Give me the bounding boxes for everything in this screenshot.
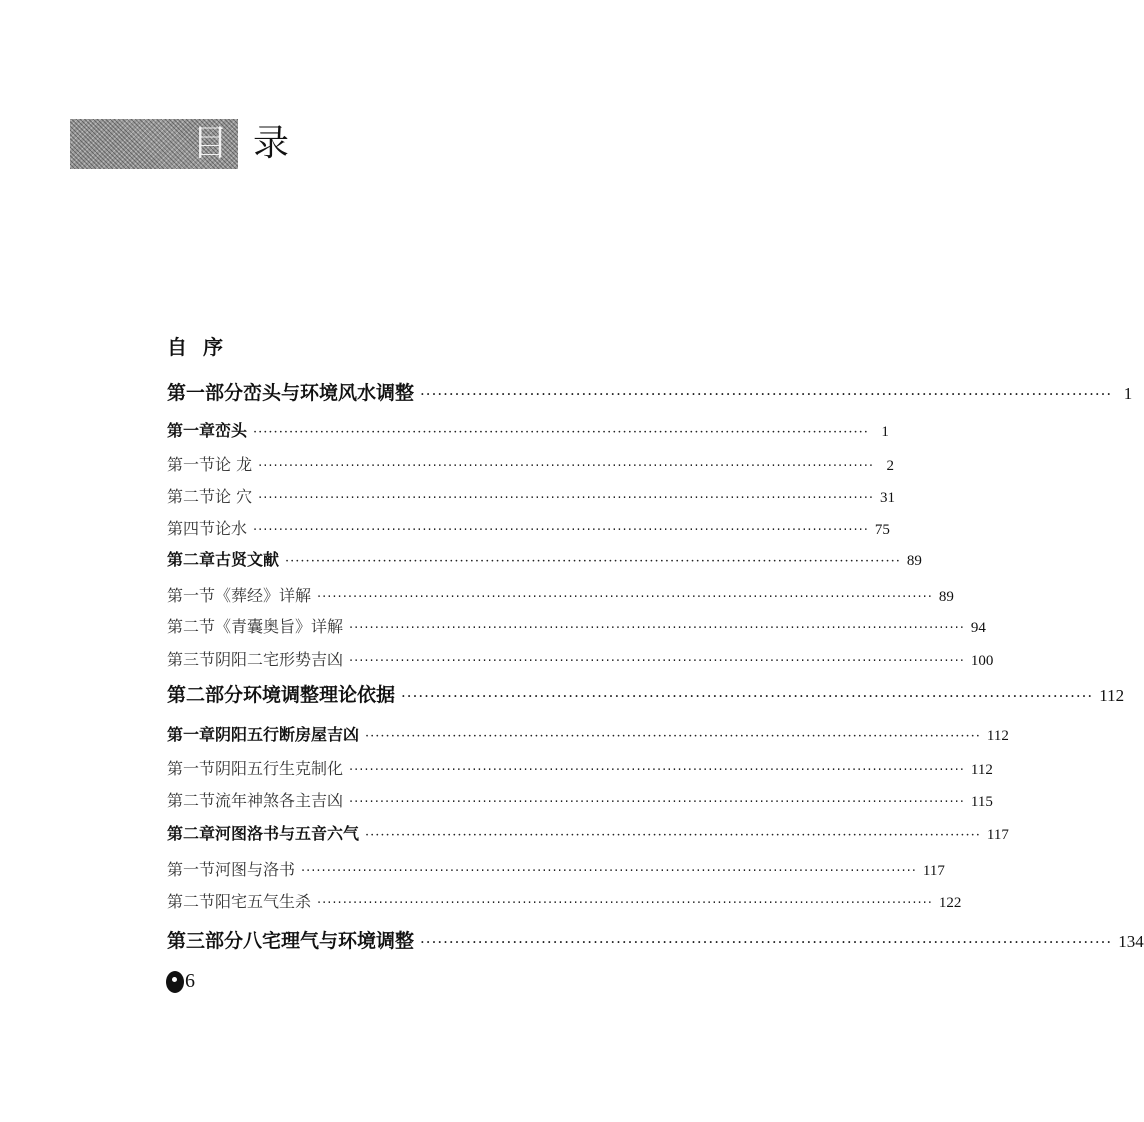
toc-entry-label: 第二节 <box>167 791 216 810</box>
toc-entry-page: 1 <box>1123 384 1133 403</box>
toc-entry-section <box>167 647 994 670</box>
toc-entry-page: 2 <box>886 458 894 474</box>
toc-entry-title: 阴阳五行生克制化 <box>215 759 344 778</box>
toc-dot-leader: ························································································································ <box>349 621 965 636</box>
toc-entry-label: 第三部分 <box>167 930 244 952</box>
toc-entry-section <box>167 857 945 880</box>
toc-preface: 自序 <box>167 335 239 359</box>
toc-entry-title: 论 龙 <box>215 455 253 474</box>
yin-yang-icon <box>166 971 184 993</box>
toc-entry-label: 第一节 <box>167 455 216 474</box>
toc-entry-section <box>167 614 986 637</box>
toc-entry-section <box>167 452 894 475</box>
toc-entry-title: 河图洛书与五音六气 <box>215 824 360 843</box>
toc-dot-leader: ························································································································ <box>365 828 981 843</box>
toc-entry-label: 第二章 <box>167 550 216 569</box>
toc-entry-label: 第一部分 <box>167 382 244 404</box>
toc-entry-chapter <box>167 418 889 441</box>
toc-dot-leader: ························································································································ <box>420 933 1113 951</box>
toc-entry-page: 112 <box>970 762 993 778</box>
toc-dot-leader: ························································································································ <box>317 590 933 605</box>
toc-entry-page: 89 <box>906 553 922 569</box>
toc-entry-label: 第一节 <box>167 586 216 605</box>
title-char-first: 目 <box>192 123 229 164</box>
toc-dot-leader: ························································································································ <box>285 554 901 569</box>
toc-entry-part <box>167 680 1125 707</box>
toc-entry-title: 阴阳五行断房屋吉凶 <box>215 725 360 744</box>
toc-entry-title: 峦头 <box>215 421 248 440</box>
toc-entry-label: 第一章 <box>167 725 216 744</box>
toc-entry-label: 第一节 <box>167 860 216 879</box>
toc-entry-label: 第一章 <box>167 421 216 440</box>
toc-entry-title: 河图与洛书 <box>215 860 296 879</box>
toc-dot-leader: ························································································································ <box>317 896 933 911</box>
toc-entry-title: 八宅理气与环境调整 <box>243 930 415 952</box>
toc-entry-label: 第四节 <box>167 519 216 538</box>
toc-entry-title: 阳宅五气生杀 <box>215 892 312 911</box>
toc-dot-leader: ························································································································ <box>258 459 874 474</box>
toc-entry-section <box>167 516 890 539</box>
toc-entry-section <box>167 788 993 811</box>
toc-entry-page: 94 <box>970 620 986 636</box>
title-char-second: 录 <box>253 123 290 164</box>
toc-entry-title: 阴阳二宅形势吉凶 <box>215 650 344 669</box>
toc-entry-page: 115 <box>970 794 993 810</box>
toc-entry-title: 《葬经》详解 <box>215 586 312 605</box>
toc-entry-label: 第二章 <box>167 824 216 843</box>
toc-entry-page: 117 <box>986 827 1009 843</box>
toc-entry-label: 第二节 <box>167 487 216 506</box>
toc-entry-page: 31 <box>880 490 895 506</box>
toc-entry-chapter <box>167 547 922 570</box>
toc-entry-part <box>167 926 1144 953</box>
toc-entry-section <box>167 484 895 507</box>
toc-entry-page: 134 <box>1118 932 1144 951</box>
toc-dot-leader: ························································································································ <box>258 491 874 506</box>
toc-entry-chapter <box>167 722 1009 745</box>
page-footer <box>166 970 195 993</box>
toc-entry-title: 论 穴 <box>215 487 253 506</box>
toc-entry-label: 第三节 <box>167 650 216 669</box>
toc-entry-page: 122 <box>938 895 962 911</box>
toc-dot-leader: ························································································································ <box>349 763 965 778</box>
toc-entry-title: 论水 <box>215 519 248 538</box>
toc-dot-leader: ························································································································ <box>401 687 1094 705</box>
toc-entry-label: 第二节 <box>167 617 216 636</box>
toc-entry-page: 117 <box>922 863 945 879</box>
toc-dot-leader: ························································································································ <box>301 864 917 879</box>
toc-entry-chapter <box>167 821 1009 844</box>
toc-dot-leader: ························································································································ <box>349 795 965 810</box>
toc-entry-part <box>167 378 1133 405</box>
page-number: 6 <box>185 970 195 992</box>
toc-entry-title: 古贤文献 <box>215 550 280 569</box>
toc-entry-section <box>167 756 993 779</box>
toc-entry-page: 112 <box>986 728 1009 744</box>
toc-dot-leader: ························································································································ <box>349 654 965 669</box>
toc-entry-title: 环境调整理论依据 <box>243 684 396 706</box>
toc-entry-page: 1 <box>881 424 889 440</box>
toc-entry-page: 89 <box>938 589 954 605</box>
toc-dot-leader: ························································································································ <box>420 385 1113 403</box>
toc-entry-section <box>167 583 954 606</box>
toc-entry-title: 流年神煞各主吉凶 <box>215 791 344 810</box>
toc-entry-section <box>167 889 962 912</box>
toc-dot-leader: ························································································································ <box>253 523 869 538</box>
toc-entry-page: 112 <box>1099 686 1125 705</box>
toc-dot-leader: ························································································································ <box>365 729 981 744</box>
toc-entry-label: 第二节 <box>167 892 216 911</box>
toc-entry-title: 峦头与环境风水调整 <box>243 382 415 404</box>
toc-entry-page: 75 <box>874 522 890 538</box>
toc-dot-leader: ························································································································ <box>253 425 869 440</box>
toc-entry-label: 第二部分 <box>167 684 244 706</box>
toc-entry-label: 第一节 <box>167 759 216 778</box>
toc-entry-page: 100 <box>970 653 994 669</box>
toc-entry-title: 《青囊奥旨》详解 <box>215 617 344 636</box>
